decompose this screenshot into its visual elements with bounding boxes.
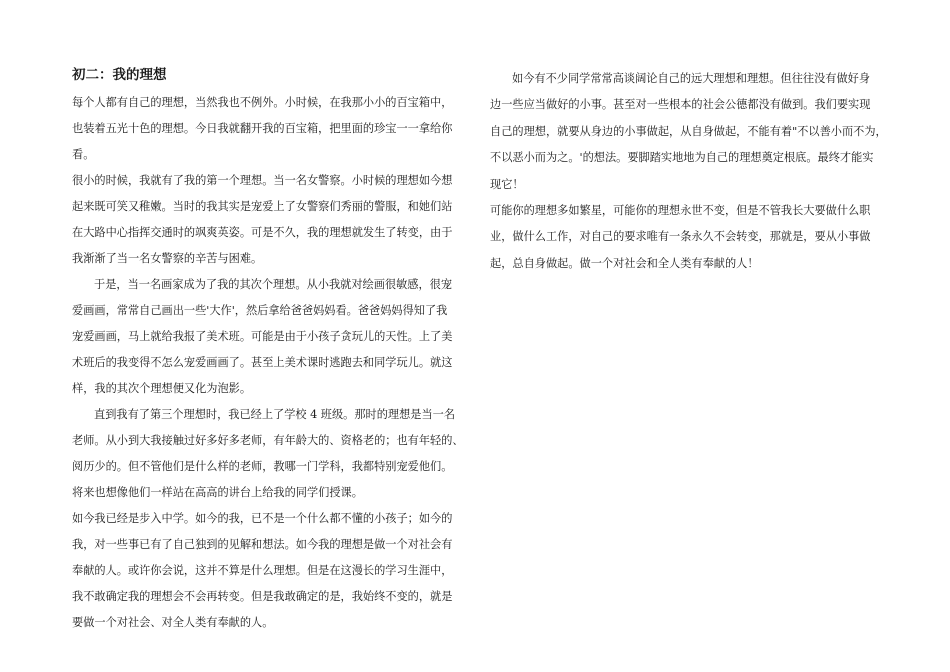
right-column (490, 66, 885, 277)
text-line: 宠爱画画，马上就给我报了美术班。可能是由于小孩子贪玩儿的天性。上了美 (72, 330, 453, 343)
text-line: 业，做什么工作，对自己的要求唯有一条永久不会转变，那就是，要从小事做 (490, 230, 871, 244)
text-line: 阅历少的。但不管他们是什么样的老师，教哪一门学科，我都特别宠爱他们。 (72, 460, 453, 473)
left-text-body (72, 90, 472, 636)
text-line: 起，总自身做起。做一个对社会和全人类有奉献的人！ (490, 256, 759, 270)
text-line: 边一些应当做好的小事。甚至对一些根本的社会公德都没有做到。我们要实现 (490, 98, 871, 112)
text-line: 奉献的人。或许你会说，这并不算是什么理想。但是在这漫长的学习生涯中， (72, 564, 453, 577)
text-line: 直到我有了第三个理想时，我已经上了学校 4 班级。那时的理想是当一名 (94, 408, 456, 421)
text-line: 起来既可笑又稚嫩。当时的我其实是宠爱上了女警察们秀丽的警服，和她们站 (72, 200, 453, 213)
text-line: 在大路中心指挥交通时的飒爽英姿。可是不久，我的理想就发生了转变，由于 (72, 226, 453, 239)
left-column (72, 66, 472, 636)
text-line: 我，对一些事已有了自己独到的见解和想法。如今我的理想是做一个对社会有 (72, 538, 453, 551)
text-line: 我渐渐了当一名女警察的辛苦与困难。 (72, 252, 263, 265)
text-line: 如今有不少同学常常高谈阔论自己的远大理想和理想。但往往没有做好身 (512, 72, 871, 85)
text-line: 于是，当一名画家成为了我的其次个理想。从小我就对绘画很敏感，很宠 (94, 278, 453, 291)
text-line: 每个人都有自己的理想，当然我也不例外。小时候，在我那小小的百宝箱中， (72, 96, 453, 109)
text-line: 我不敢确定我的理想会不会再转变。但是我敢确定的是，我始终不变的，就是 (72, 590, 453, 603)
right-text-body (490, 66, 885, 277)
document-title: 初二：我的理想 (72, 67, 167, 83)
text-line: 也装着五光十色的理想。今日我就翻开我的百宝箱，把里面的珍宝一一拿给你 (72, 122, 453, 135)
text-line: 看。 (72, 148, 95, 161)
text-line: 老师。从小到大我接触过好多好多老师，有年龄大的、资格老的；也有年轻的、 (72, 434, 464, 447)
text-line: 爱画画，常常自己画出一些'大作'，然后拿给爸爸妈妈看。爸爸妈妈得知了我 (72, 304, 448, 317)
text-line: 如今我已经是步入中学。如今的我，已不是一个什么都不懂的小孩子；如今的 (72, 512, 453, 525)
text-line: 现它！ (490, 177, 524, 191)
text-line: 要做一个对社会、对全人类有奉献的人。 (72, 616, 274, 629)
text-line: 不以恶小而为之。'的想法。要脚踏实地地为自己的理想奠定根底。最终才能实 (490, 151, 874, 165)
text-line: 样，我的其次个理想便又化为泡影。 (72, 382, 252, 395)
text-line: 可能你的理想多如繁星，可能你的理想永世不变，但是不管我长大要做什么职 (490, 203, 871, 217)
text-line: 将来也想像他们一样站在高高的讲台上给我的同学们授课。 (72, 486, 363, 499)
text-line: 自己的理想，就要从身边的小事做起，从自身做起，不能有着"不以善小而不为， (490, 124, 887, 138)
text-line: 很小的时候，我就有了我的第一个理想。当一名女警察。小时候的理想如今想 (72, 174, 453, 187)
text-line: 术班后的我变得不怎么宠爱画画了。甚至上美术课时逃跑去和同学玩儿。就这 (72, 356, 453, 369)
